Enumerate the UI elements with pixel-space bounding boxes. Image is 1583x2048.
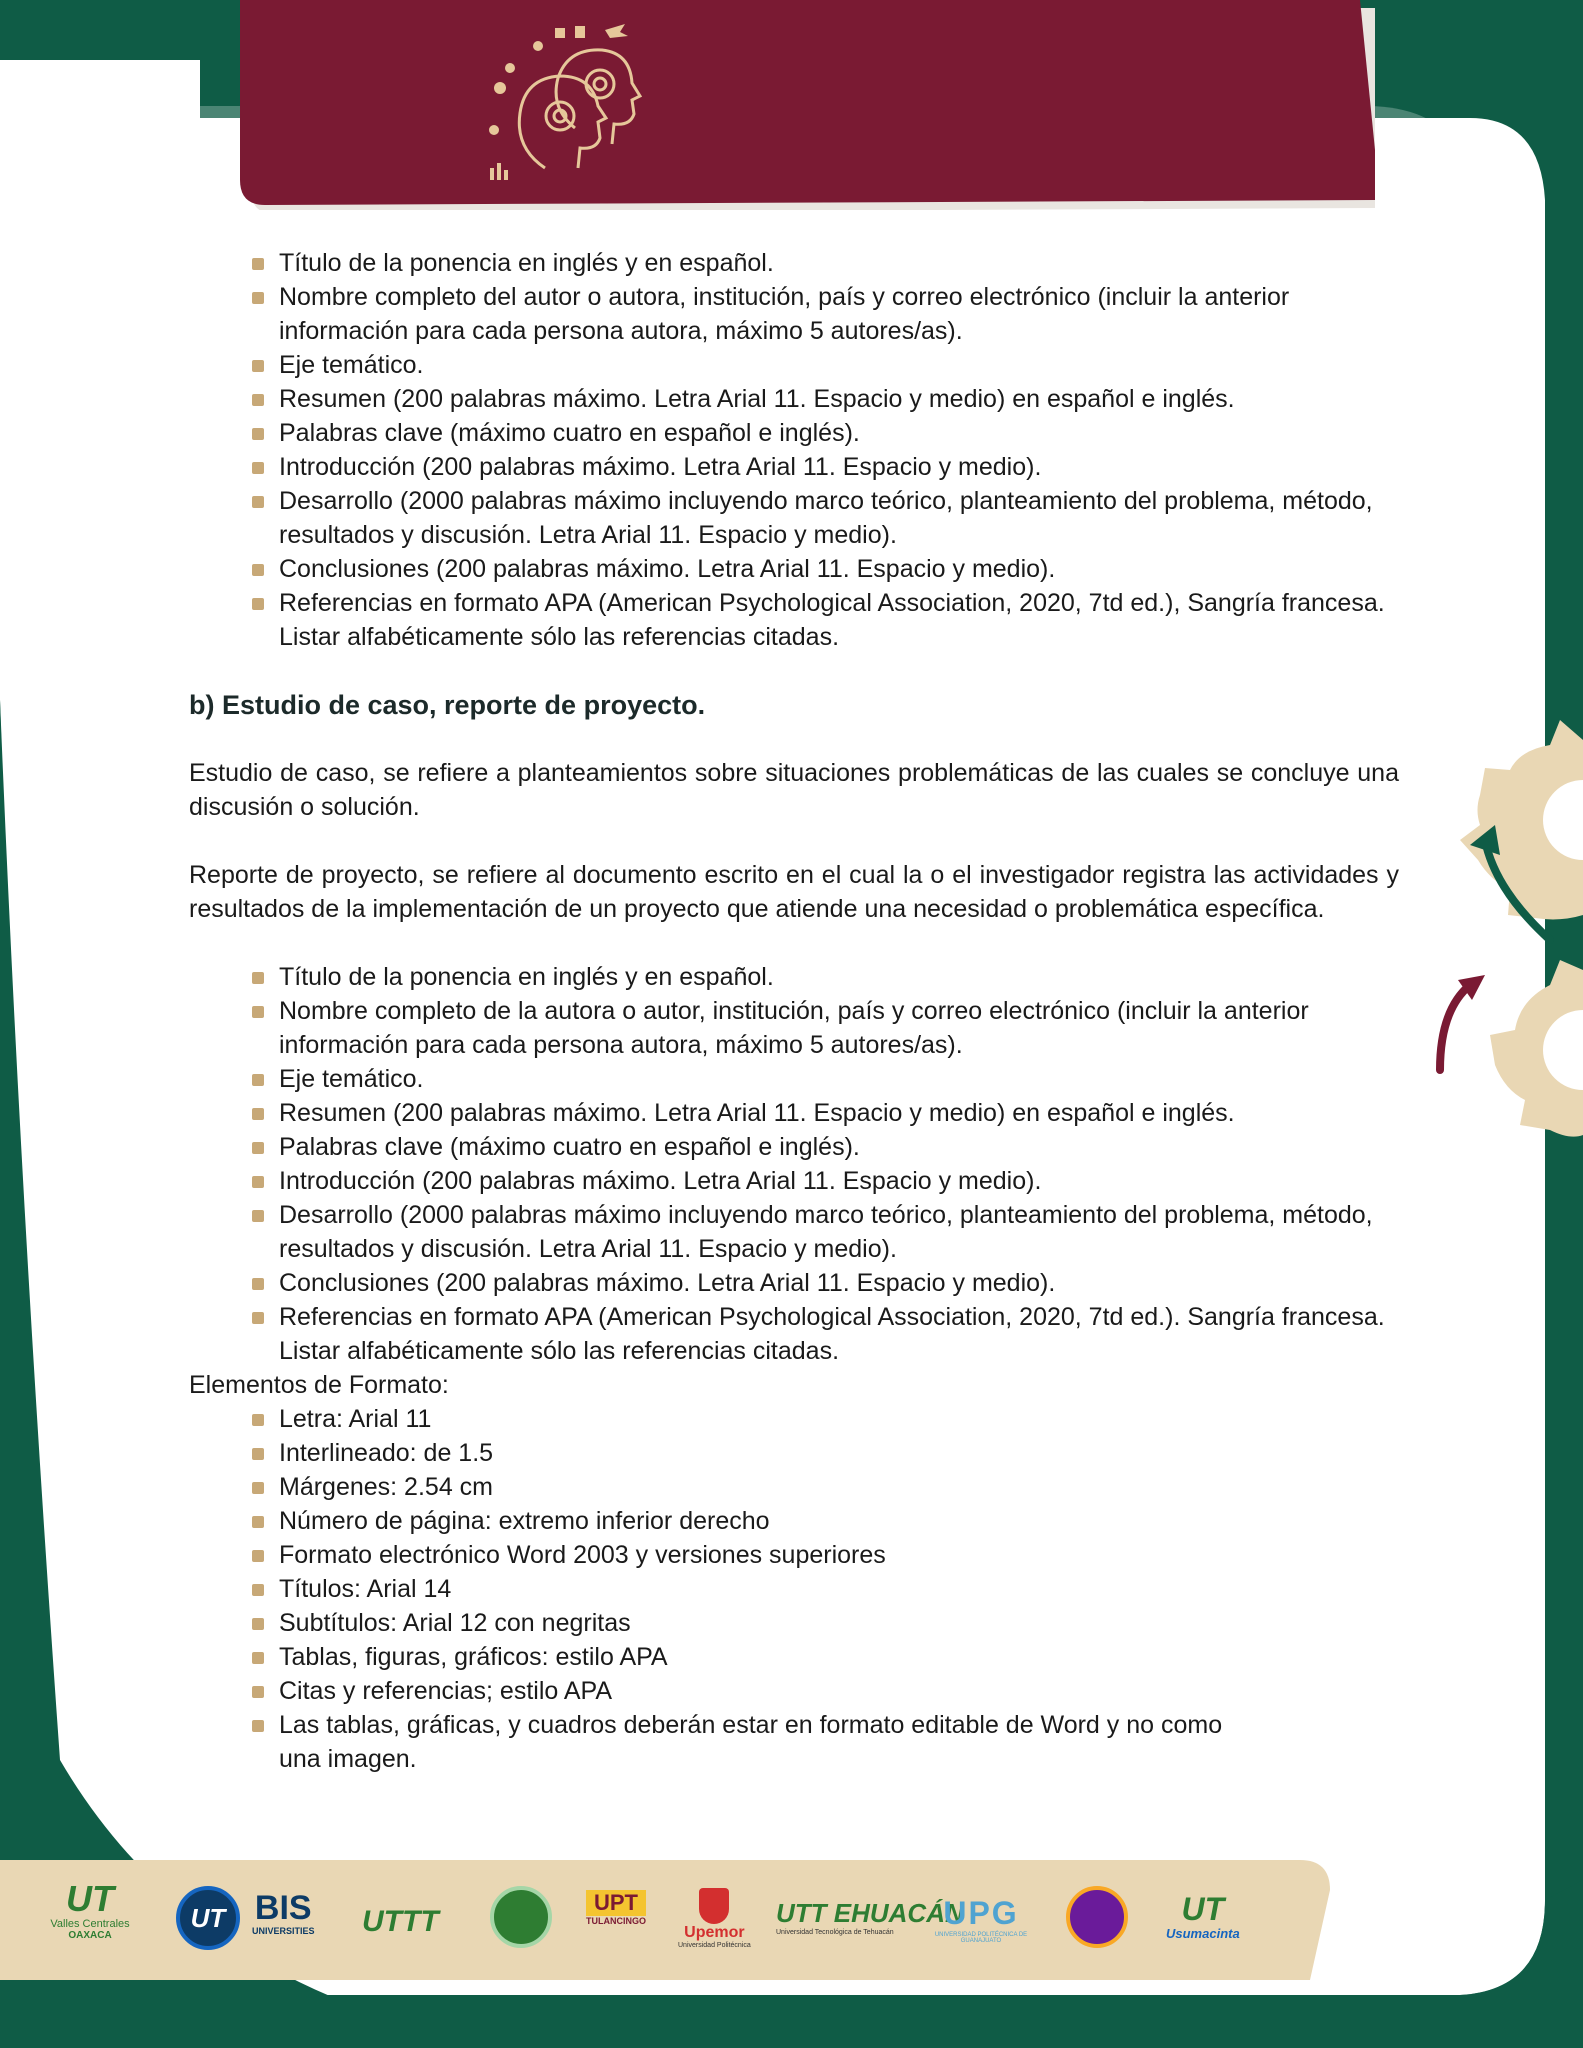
logo-ut-valles-centrales — [30, 1880, 150, 1941]
list-item: Desarrollo (2000 palabras máximo incluyendo marco teórico, planteamiento del problema, método, resultados y discusión. Letra Arial 11. Espacio y medio). — [279, 1198, 1399, 1266]
list-item: Palabras clave (máximo cuatro en español e inglés). — [279, 416, 1399, 450]
section-b-heading: b) Estudio de caso, reporte de proyecto. — [189, 690, 706, 720]
logo-metropolitana — [176, 1886, 240, 1950]
list-item: Número de página: extremo inferior derecho — [279, 1504, 1329, 1538]
logo-upt-text: UPT — [586, 1890, 646, 1916]
list-item: Introducción (200 palabras máximo. Letra Arial 11. Espacio y medio). — [279, 1164, 1399, 1198]
list-item: Formato electrónico Word 2003 y versiones superiores — [279, 1538, 1329, 1572]
list-item: Resumen (200 palabras máximo. Letra Arial 11. Espacio y medio) en español e inglés. — [279, 382, 1399, 416]
upemor-mark-icon — [699, 1888, 729, 1924]
list-item: Letra: Arial 11 — [279, 1402, 1329, 1436]
list-item: Palabras clave (máximo cuatro en español e inglés). — [279, 1130, 1399, 1164]
list-item: Introducción (200 palabras máximo. Letra Arial 11. Espacio y medio). — [279, 450, 1399, 484]
list-item: Nombre completo del autor o autora, institución, país y correo electrónico (incluir la anterior información para cada persona autora, máximo 5 autores/as). — [279, 280, 1399, 348]
list-item: Eje temático. — [279, 348, 1399, 382]
logo-bis-sub: UNIVERSITIES — [252, 1926, 315, 1936]
logo-upemor-sub: Universidad Politécnica — [678, 1942, 751, 1949]
case-study-paragraph: Estudio de caso, se refiere a planteamientos sobre situaciones problemáticas de las cuales se concluye una discusión o solución. — [189, 759, 1399, 821]
logo-ut-usumacinta — [1166, 1892, 1240, 1941]
logo-upg-sub: UNIVERSIDAD POLITÉCNICA DE GUANAJUATO — [934, 1932, 1028, 1944]
requirements-list-a — [189, 246, 1399, 654]
format-elements-title: Elementos de Formato: — [189, 1371, 449, 1399]
list-item: Desarrollo (2000 palabras máximo incluyendo marco teórico, planteamiento del problema, método, resultados y discusión. Letra Arial 11. Espacio y medio). — [279, 484, 1399, 552]
logo-utu-sub: Usumacinta — [1166, 1926, 1240, 1941]
logo-metropolitana-text: UT — [190, 1903, 226, 1933]
list-item: Conclusiones (200 palabras máximo. Letra Arial 11. Espacio y medio). — [279, 1266, 1399, 1300]
logo-tecnologica-seal — [490, 1886, 552, 1948]
logo-utu-text: UT — [1181, 1891, 1225, 1927]
list-item: Interlineado: de 1.5 — [279, 1436, 1329, 1470]
list-item: Nombre completo de la autora o autor, institución, país y correo electrónico (incluir la anterior información para cada persona autora, máximo 5 autores/as). — [279, 994, 1399, 1062]
list-item: Conclusiones (200 palabras máximo. Letra Arial 11. Espacio y medio). — [279, 552, 1399, 586]
list-item: Título de la ponencia en inglés y en español. — [279, 246, 1399, 280]
requirements-list-b — [189, 960, 1399, 1368]
list-item: Títulos: Arial 14 — [279, 1572, 1329, 1606]
congress-logo-icon — [480, 18, 650, 188]
logo-ut-valles-sub2: OAXACA — [68, 1930, 112, 1941]
logo-utt-sub: Universidad Tecnológica de Tehuacán — [776, 1929, 894, 1936]
logo-upt-tulancingo — [586, 1890, 646, 1926]
list-item: Subtítulos: Arial 12 con negritas — [279, 1606, 1329, 1640]
document-body — [189, 246, 1399, 1776]
logo-bis-universities — [252, 1890, 315, 1936]
logo-upemor-text: Upemor — [684, 1924, 745, 1941]
logo-ut-valles-text: UT — [66, 1878, 114, 1919]
list-item: Márgenes: 2.54 cm — [279, 1470, 1329, 1504]
logo-upg-guanajuato — [926, 1895, 1036, 1944]
logo-utt-text: UTT EHUACÁN — [776, 1898, 964, 1928]
list-item: Título de la ponencia en inglés y en español. — [279, 960, 1399, 994]
project-report-paragraph: Reporte de proyecto, se refiere al documento escrito en el cual la o el investigador registra las actividades y resultados de la implementación de un proyecto que atiende una necesidad o problemática específica. — [189, 861, 1399, 923]
logo-bis-text: BIS — [254, 1889, 312, 1927]
format-elements-list — [189, 1402, 1329, 1776]
list-item: Las tablas, gráficas, y cuadros deberán estar en formato editable de Word y no como una imagen. — [279, 1708, 1229, 1776]
list-item: Referencias en formato APA (American Psychological Association, 2020, 7td ed.), Sangría francesa. Listar alfabéticamente sólo las referencias citadas. — [279, 586, 1399, 654]
list-item: Referencias en formato APA (American Psychological Association, 2020, 7td ed.). Sangría francesa. Listar alfabéticamente sólo las referencias citadas. — [279, 1300, 1399, 1368]
logo-uttt-text: UTTT — [362, 1905, 439, 1938]
list-item: Citas y referencias; estilo APA — [279, 1674, 1329, 1708]
list-item: Tablas, figuras, gráficos: estilo APA — [279, 1640, 1329, 1674]
logo-upemor — [678, 1888, 751, 1949]
gear-decoration-icon — [1400, 700, 1583, 1180]
header-banner — [240, 0, 1375, 210]
logo-upg-text: UPG — [943, 1895, 1019, 1931]
list-item: Eje temático. — [279, 1062, 1399, 1096]
logo-uttt — [362, 1905, 439, 1939]
logo-upt-sub: TULANCINGO — [586, 1916, 646, 1926]
logo-ut-valles-sub: Valles Centrales — [50, 1918, 130, 1930]
list-item: Resumen (200 palabras máximo. Letra Arial 11. Espacio y medio) en español e inglés. — [279, 1096, 1399, 1130]
logo-politecnica-seal — [1066, 1886, 1128, 1948]
